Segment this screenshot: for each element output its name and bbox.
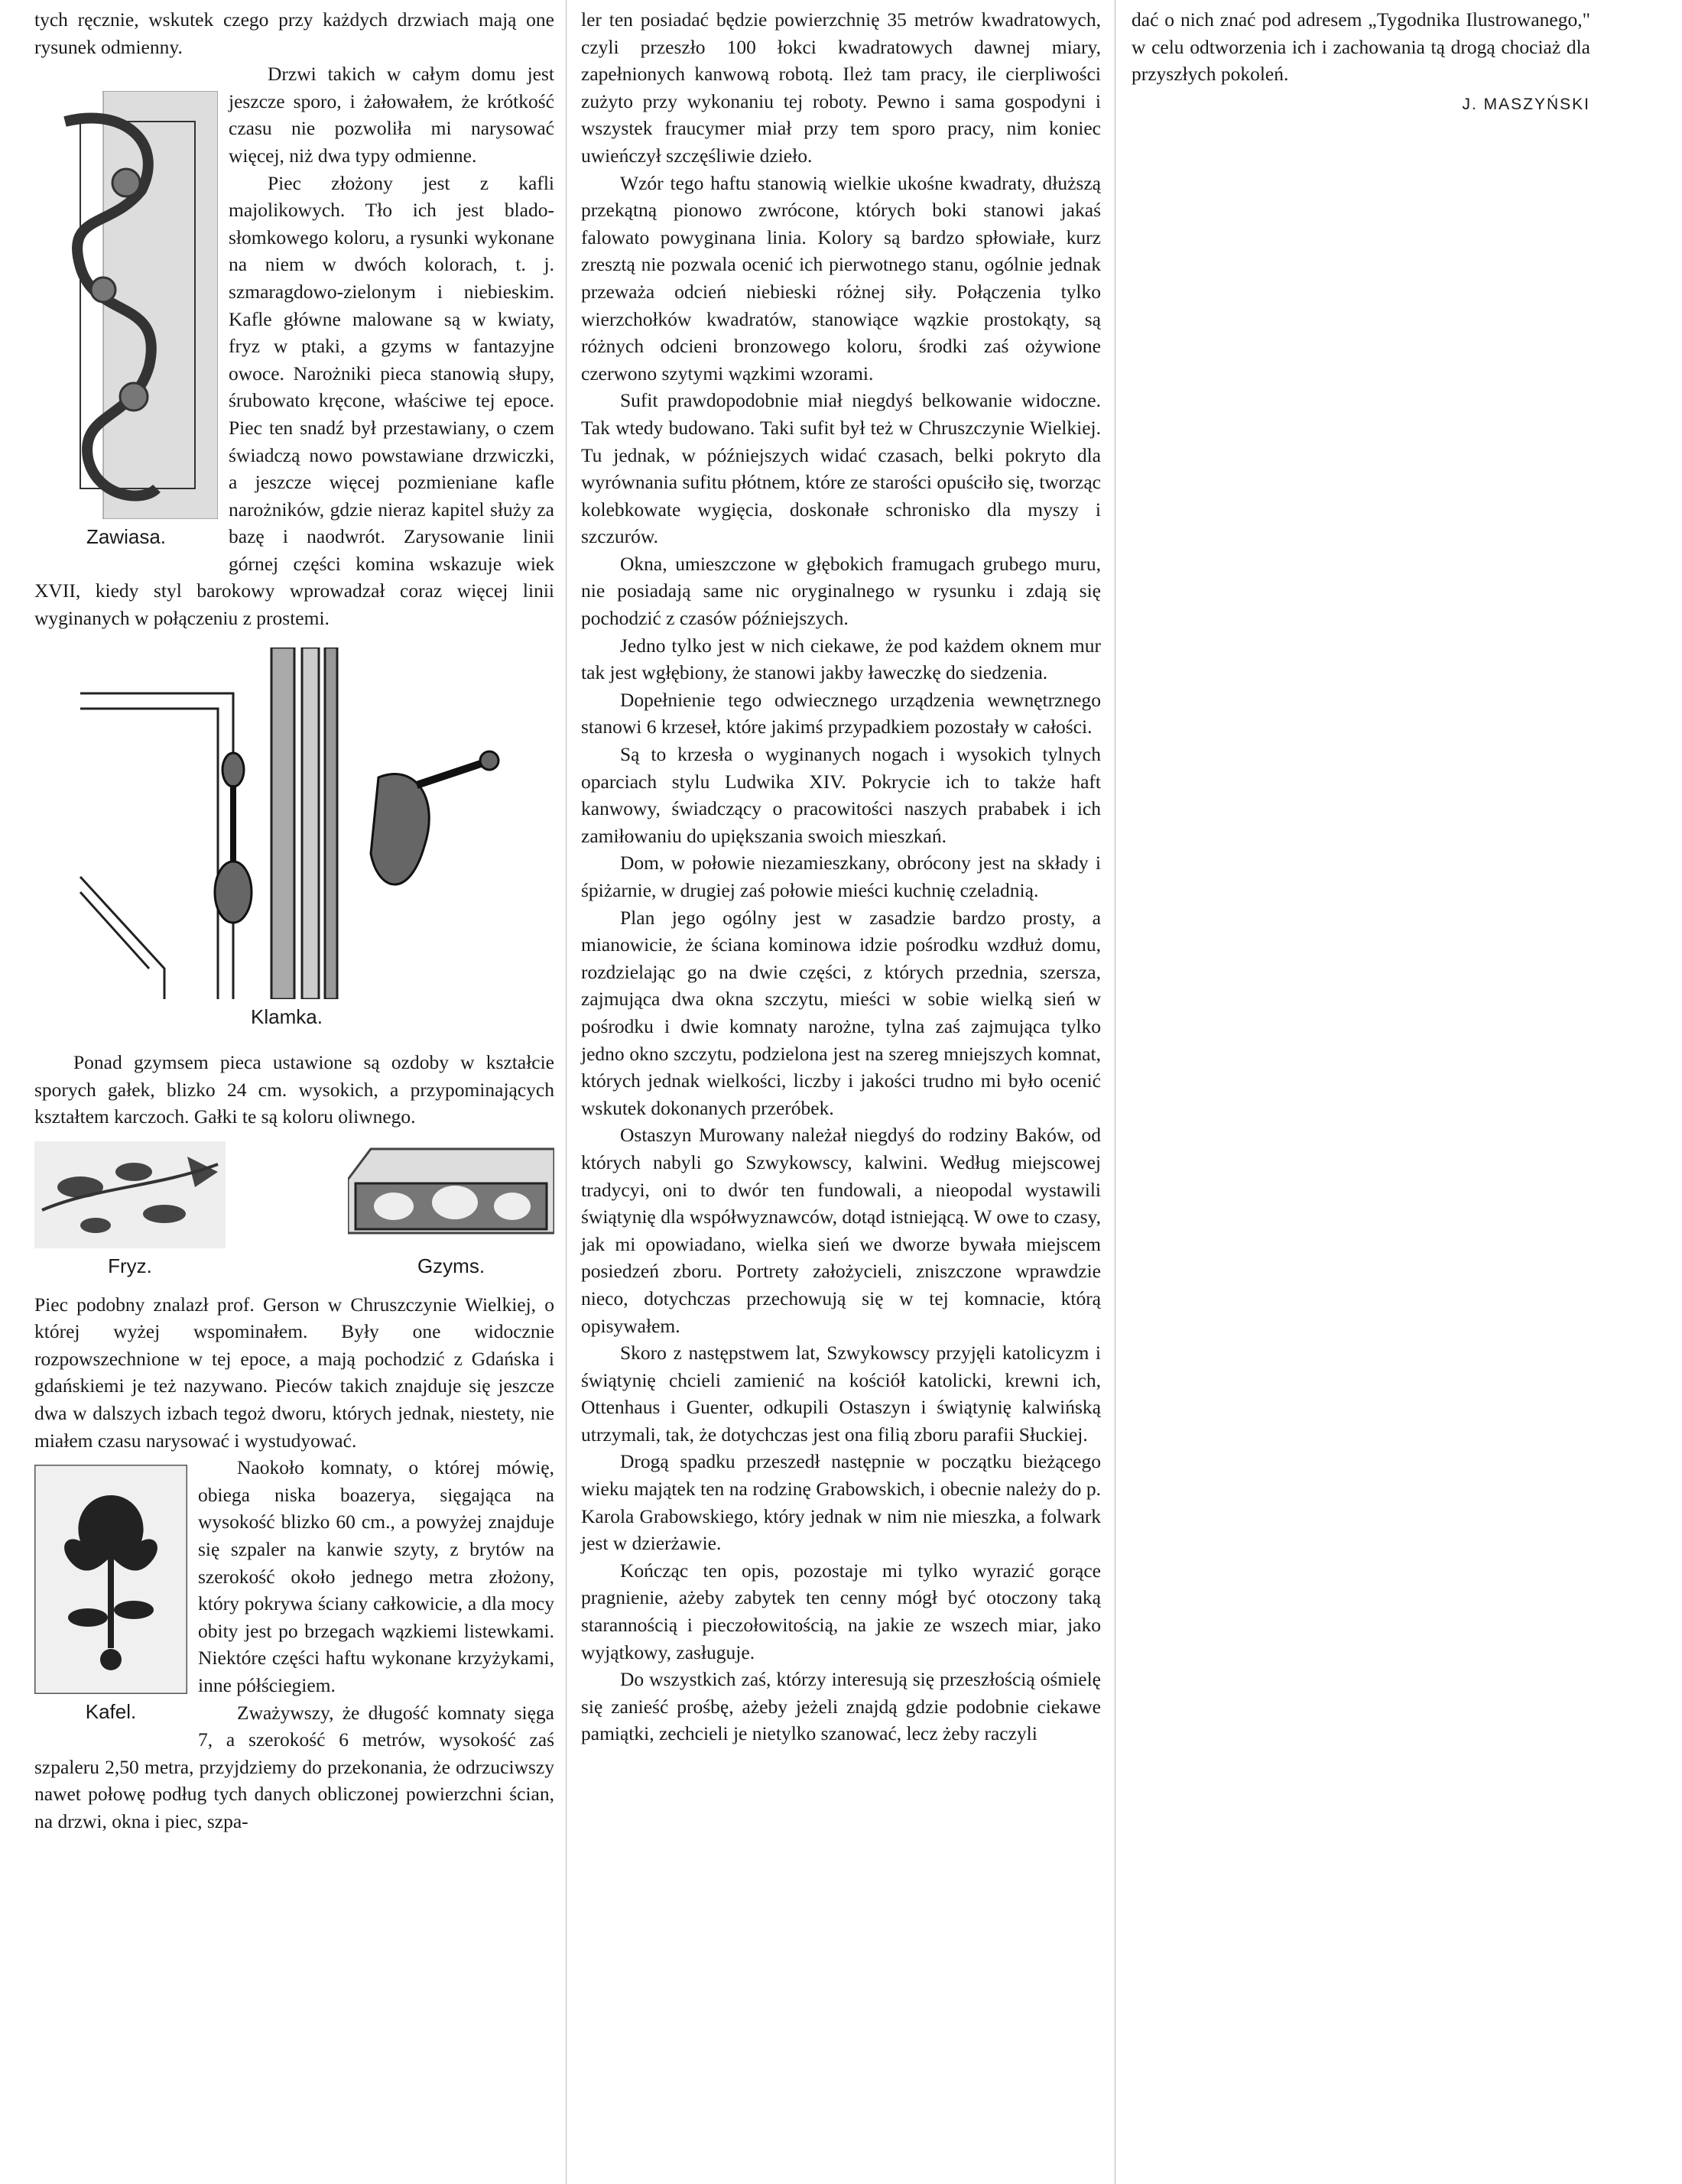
frieze-illustration [34, 1141, 226, 1248]
paragraph: Piec podobny znalazł prof. Gerson w Chruszczynie Wielkiej, o której wyżej wspominałem. Były one widocznie rozpowszechnione w tej epoce, a mają pochodzić z Gdańska i gdańskiemi je też nazywano. Pieców takich znajduje się jeszcze dwa w dalszych izbach tegoż dworu, których jednak, niestety, nie miałem czasu narysować i wystudyować. [34, 1293, 554, 1452]
column-rule-1 [566, 0, 567, 2184]
paragraph: Dopełnienie tego odwiecznego urządzenia wewnętrznego stanowi 6 krzeseł, które jakimś przypadkiem pozostały w całości. [581, 688, 1101, 738]
paragraph: Kończąc ten opis, pozostaje mi tylko wyrazić gorące pragnienie, ażeby zabytek ten cenny mógł być otoczony taką starannością i pieczołowitością, na jakie ze wszech miar, jako wyjątkowy, zasługuje. [581, 1559, 1101, 1663]
paragraph: Ostaszyn Murowany należał niegdyś do rodziny Baków, od których nabyli go Szwykowscy, kalwini. Według miejscowej tradycyi, oni to dwór ten fundowali, a nieopodal wystawili świątynię dla współwyznawców, dotąd istniejącą. W owe to czasy, jak mi opowiadano, wielka sień we dworze bywała miejscem posiedzeń zboru. Portrety założycieli, zniszczone wprawdzie nieco, dotychczas przechowują się w tej komnacie, którą opisywałem. [581, 1124, 1101, 1337]
figure-kafel [34, 1465, 187, 1734]
hinge-illustration [34, 91, 218, 519]
paragraph: Piec złożony jest z kafli majolikowych. Tło ich jest blado-słomkowego koloru, a rysunki wykonane na niem w dwóch kolorach, t. j. szmaragdowo-zielonym i niebieskim. Kafle główne malowane są w kwiaty, fryz w ptaki, a gzyms w fantazyjne owoce. Narożniki pieca stanowią słupy, śrubowato kręcone, właściwe tej epoce. Piec ten snadź był przestawiany, o czem świadczą nowo powstawiane drzwiczki, a jeszcze więcej pozmieniane kafle narożników, gdzie nieraz kapitel służy za bazę i naodwrót. Zarysowanie linii górnej części komina wskazuje wiek XVII, kiedy styl barokowy wprowadzał coraz więcej linii wyginanych w połączeniu z prostemi. [34, 171, 554, 630]
paragraph: Naokoło komnaty, o której mówię, obiega niska boazerya, sięgająca na wysokość blizko 60 cm., a powyżej znajduje się szpaler na kanwie szyty, z brytów na szerokość około jednego metra złożony, który pokrywa ściany całkowicie, a dla mocy obity jest po brzegach wązkiemi listewkami. Niektóre części haftu wykonane krzyżykami, inne półściegiem. [198, 1456, 554, 1696]
tile-illustration [34, 1465, 187, 1694]
caption-zawiasa: Zawiasa. [86, 525, 167, 549]
paragraph: Dom, w połowie niezamieszkany, obrócony jest na składy i śpiżarnie, w drugiej zaś połowie mieści kuchnię czeladnią. [581, 852, 1101, 901]
column-3 [1132, 6, 1590, 118]
paragraph: Sufit prawdopodobnie miał niegdyś belkowanie widoczne. Tak wtedy budowano. Taki sufit był też w Chruszczynie Wielkiej. Tu jednak, w późniejszych widać czasach, belki pokryto dla wyrównania sufitu płótnem, które ze starości opuściło się, tworząc kolebkowate wygięcia, doskonałe schronisko dla myszy i szczurów. [581, 389, 1101, 548]
author-signature: J. MASZYŃSKI [1462, 95, 1590, 113]
paragraph: Zważywszy, że długość komnaty sięga 7, a szerokość 6 metrów, wysokość zaś szpaleru 2,50 metra, przyjdziemy do przekonania, że odrzuciwszy nawet połowę podług tych danych obliczonej powierzchni ścian, na drzwi, okna i piec, szpa- [34, 1701, 554, 1832]
paragraph: Ponad gzymsem pieca ustawione są ozdoby w kształcie sporych gałek, blizko 24 cm. wysokich, a przypominających kształtem karczoch. Gałki te są koloru oliwnego. [34, 1051, 554, 1128]
paragraph: ler ten posiadać będzie powierzchnię 35 metrów kwadratowych, czyli przeszło 100 łokci kwadratowych dawnej miary, zapełnionych kanwową robotą. Ileż tam pracy, ile cierpliwości zużyto przy wykonaniu tej roboty. Pewno i sama gospodyni i wszystek fraucymer miał przy tem sporo pracy, nim koniec uwieńczył szczęśliwie dzieło. [581, 8, 1101, 167]
caption-fryz: Fryz. [108, 1254, 152, 1278]
paragraph: Wzór tego haftu stanowią wielkie ukośne kwadraty, dłuższą przekątną pionowo zwrócone, których boki stanowi jakaś falowato powyginana linia. Kolory są bardzo spłowiałe, kurz zresztą nie pozwala ocenić ich pierwotnego stanu, ogólnie jednak przeważa odcień niebieski różnej siły. Połączenia tylko wierzchołków kwadratów, stanowiące wązkie prostokąty, są różnych odcieni bronzowego koloru, środki zaś ożywione czerwono szytymi wązkimi wzorami. [581, 171, 1101, 385]
paragraph: Są to krzesła o wyginanych nogach i wysokich tylnych oparciach stylu Ludwika XIV. Pokrycie ich to także haft kanwowy, świadczący o pracowitości naszych prababek i ich zamiłowaniu do upiększania swoich mieszkań. [581, 743, 1101, 847]
paragraph: Do wszystkich zaś, którzy interesują się przeszłością ośmielę się zanieść prośbę, ażeby jeżeli znajdą gdzie podobnie ciekawe pamiątki, zechcieli je nietylko szanować, lecz żeby raczyli [581, 1668, 1101, 1745]
caption-klamka: Klamka. [251, 1004, 323, 1028]
caption-kafel: Kafel. [85, 1700, 137, 1724]
cornice-illustration [348, 1141, 554, 1248]
paragraph: Skoro z następstwem lat, Szwykowscy przyjęli katolicyzm i świątynię chcieli zamienić na kościół katolicki, krewni ich, Ottenhaus i Guenter, odkupili Ostaszyn i świątynię kalwińską utrzymali, tak, że dotychczas jest ona filią zboru parafii Słuckiej. [581, 1342, 1101, 1446]
figure-fryz [34, 1141, 226, 1288]
paragraph: Drzwi takich w całym domu jest jeszcze sporo, i żałowałem, że krótkość czasu nie pozwoliła mi narysować więcej, niż dwa typy odmienne. [229, 63, 554, 167]
column-1 [34, 6, 554, 1835]
paragraph: Plan jego ogólny jest w zasadzie bardzo prosty, a mianowicie, że ściana kominowa idzie pośrodku wzdłuż domu, rozdzielając go na dwie części, z których przednia, szersza, zajmująca dwa okna szczytu, mieści w sobie wielką sień w pośrodku i dwie komnaty narożne, tylna zaś zajmująca tylko jedno okno szczytu, podzielona jest na szereg mniejszych komnat, których jednak wielkości, liczby i jakości trudno mi było ocenić wskutek dokonanych przeróbek. [581, 906, 1101, 1119]
figure-zawiasa [34, 91, 218, 559]
caption-gzyms: Gzyms. [417, 1254, 485, 1278]
paragraph: Jedno tylko jest w nich ciekawe, że pod każdem oknem mur tak jest wgłębiony, że stanowi jakby ławeczkę do siedzenia. [581, 634, 1101, 684]
paragraph: tych ręcznie, wskutek czego przy każdych drzwiach mają one rysunek odmienny. [34, 8, 554, 58]
figure-klamka [57, 647, 516, 1031]
paragraph: Drogą spadku przeszedł następnie w początku bieżącego wieku majątek ten na rodzinę Grabowskich, i obecnie należy do p. Karola Grabowskiego, który jednak w nim nie mieszka, a folwark jest w dzierżawie. [581, 1450, 1101, 1555]
door-handle-illustration [57, 647, 516, 999]
figures-row [34, 1141, 554, 1288]
column-2 [581, 6, 1101, 1748]
paragraph: dać o nich znać pod adresem „Tygodnika Ilustrowanego," w celu odtworzenia ich i zachowania tą drogą chociaż dla przyszłych pokoleń. [1132, 8, 1590, 86]
paragraph: Okna, umieszczone w głębokich framugach grubego muru, nie posiadają same nic oryginalnego w rysunku i zdają się pochodzić z czasów późniejszych. [581, 552, 1101, 630]
figure-gzyms [348, 1141, 554, 1288]
